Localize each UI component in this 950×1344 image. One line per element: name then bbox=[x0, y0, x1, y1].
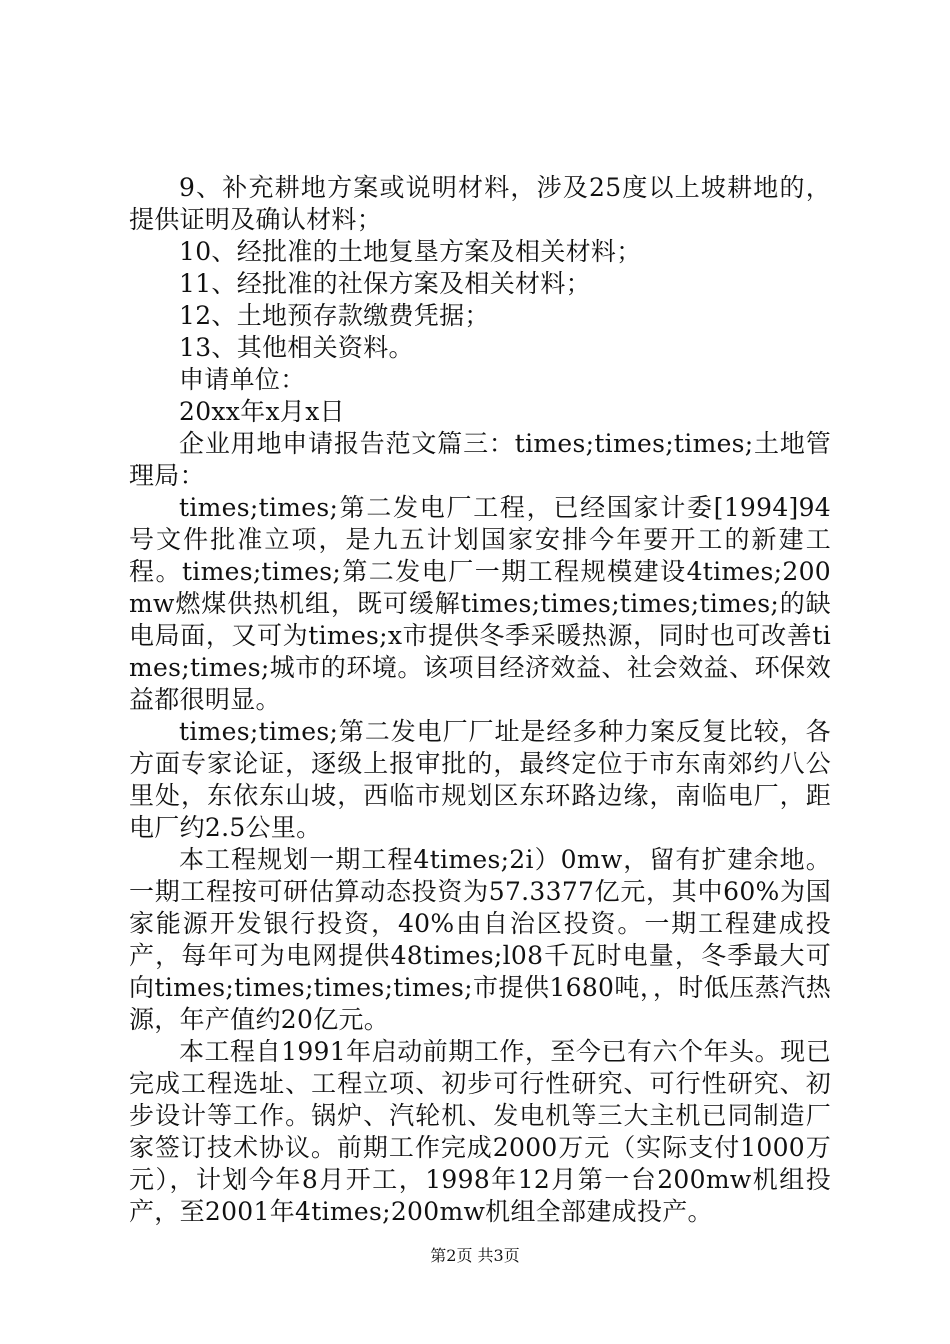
date-line: 20xx年x月x日 bbox=[179, 397, 345, 426]
paragraph-item-10: 10、经批准的土地复垦方案及相关材料； bbox=[179, 237, 642, 266]
document-body bbox=[129, 172, 831, 1228]
paragraph-item-11: 11、经批准的社保方案及相关材料； bbox=[179, 269, 591, 298]
paragraph-item-13: 13、其他相关资料。 bbox=[179, 333, 414, 362]
body-paragraph-2: times;times;第二发电厂厂址是经多种力案反复比较，各方面专家论证，逐级上报审批的，最终定位于市东南郊约八公里处，东依东山坡，西临市规划区东环路边缘，南临电厂，距电厂约2.5公里。 bbox=[129, 717, 831, 842]
paragraph-item-12: 12、土地预存款缴费凭据； bbox=[179, 301, 490, 330]
section-heading-line: 企业用地申请报告范文篇三：times;times;times;土地管理局： bbox=[129, 429, 831, 490]
body-paragraph-3: 本工程规划一期工程4times;2i）0mw，留有扩建余地。一期工程按可研估算动态投资为57.3377亿元，其中60%为国家能源开发银行投资，40%由自治区投资。一期工程建成投产，每年可为电网提供48times;l08千瓦时电量，冬季最大可向times;times;times;times;市提供1680吨，，时低压蒸汽热源，年产值约20亿元。 bbox=[129, 845, 831, 1034]
paragraph-item-9: 9、补充耕地方案或说明材料，涉及25度以上坡耕地的，提供证明及确认材料； bbox=[129, 173, 831, 234]
page-footer bbox=[0, 1243, 950, 1266]
body-paragraph-4: 本工程自1991年启动前期工作，至今已有六个年头。现已完成工程选址、工程立项、初步可行性研究、可行性研究、初步设计等工作。锅炉、汽轮机、发电机等三大主机已同制造厂家签订技术协议。前期工作完成2000万元（实际支付1000万元），计划今年8月开工，1998年12月第一台200mw机组投产，至2001年4times;200mw机组全部建成投产。 bbox=[129, 1037, 831, 1226]
applicant-label: 申请单位： bbox=[179, 365, 306, 394]
page-number-label: 第2页 共3页 bbox=[430, 1246, 520, 1265]
body-paragraph-1: times;times;第二发电厂工程，已经国家计委[1994]94号文件批准立项，是九五计划国家安排今年要开工的新建工程。times;times;第二发电厂一期工程规模建设4times;200mw燃煤供热机组，既可缓解times;times;times;times;的缺电局面，又可为times;x市提供冬季采暖热源，同时也可改善times;times;城市的环境。该项目经济效益、社会效益、环保效益都很明显。 bbox=[129, 493, 831, 714]
